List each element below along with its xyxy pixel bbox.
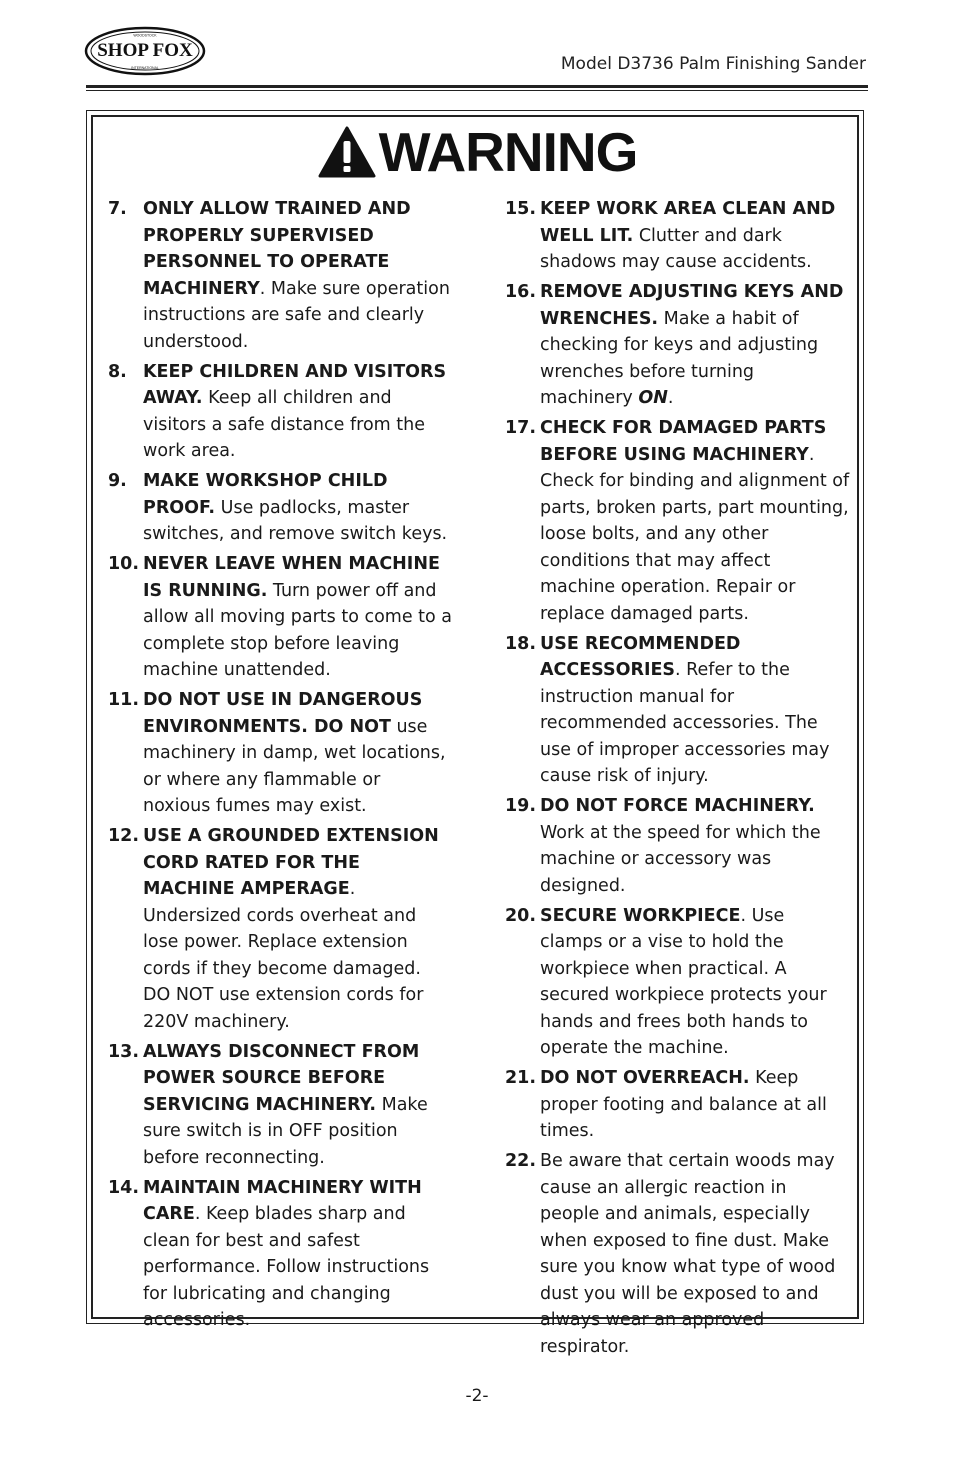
item-body: . Undersized cords overheat and lose power. Replace extension cords if they become damaged. DO NOT use extension cords for 220V machinery. <box>143 879 424 1032</box>
item-body: Keep all children and visitors a safe distance from the work area. <box>143 388 425 461</box>
header-rule <box>86 85 868 88</box>
warning-item <box>108 1175 453 1334</box>
item-emphasis: ON <box>638 388 668 408</box>
warning-header <box>0 121 954 183</box>
item-body: Keep proper footing and balance at all times. <box>540 1068 827 1141</box>
item-body: . Use clamps or a vise to hold the workpiece when practical. A secured workpiece protects your hands and frees both hands to operate the machine. <box>540 905 827 1058</box>
item-number: 17. <box>505 418 537 438</box>
item-number: 19. <box>505 796 537 816</box>
item-heading: KEEP CHILDREN AND VISITORS AWAY. <box>143 361 447 408</box>
page-number: -2- <box>465 1386 489 1406</box>
warning-item <box>505 903 850 1062</box>
item-number: 21. <box>505 1068 537 1088</box>
item-tail: . <box>667 388 674 408</box>
item-heading: CHECK FOR DAMAGED PARTS BEFORE USING MACHINERY <box>540 418 827 465</box>
item-body: . Check for binding and alignment of parts, broken parts, part mounting, loose bolts, and any other conditions that may affect machine operation. Repair or replace damaged parts. <box>540 444 850 624</box>
item-body: . Keep blades sharp and clean for best and safest performance. Follow instructions for lubricating and changing accessories. <box>143 1204 430 1330</box>
warning-item <box>505 415 850 627</box>
warning-item <box>505 1065 850 1145</box>
shop-fox-logo <box>84 26 206 76</box>
warning-item <box>505 196 850 276</box>
logo-text: SHOP FOX <box>97 40 193 61</box>
warning-item <box>108 468 453 548</box>
header-rule-thin <box>86 90 868 91</box>
warning-item <box>505 631 850 790</box>
item-heading: DO NOT FORCE MACHINERY. <box>540 796 815 816</box>
logo-subtext-top: WOODSTOCK <box>133 33 157 38</box>
warning-item <box>505 793 850 899</box>
warning-list-left <box>108 196 453 1337</box>
warning-item <box>108 196 453 355</box>
warning-item <box>108 823 453 1035</box>
item-body: Make sure switch is in OFF position before reconnecting. <box>143 1094 428 1168</box>
model-title: Model D3736 Palm Finishing Sander <box>560 54 866 74</box>
warning-item <box>108 687 453 820</box>
item-heading: NEVER LEAVE WHEN MACHINE IS RUNNING. <box>143 554 440 601</box>
item-heading: USE A GROUNDED EXTENSION CORD RATED FOR THE MACHINE AMPERAGE <box>143 826 439 899</box>
item-heading: KEEP WORK AREA CLEAN AND WELL LIT. <box>540 199 836 246</box>
item-body: use machinery in damp, wet locations, or where any flammable or noxious fumes may exist. <box>143 716 446 816</box>
item-number: 14. <box>108 1177 140 1198</box>
item-heading: MAKE WORKSHOP CHILD PROOF. <box>143 471 388 518</box>
item-number: 11. <box>108 690 140 710</box>
item-number: 12. <box>108 826 140 846</box>
item-body: . Refer to the instruction manual for recommended accessories. The use of improper accessories may cause risk of injury. <box>540 660 830 786</box>
warning-item <box>108 1039 453 1172</box>
item-heading: SECURE WORKPIECE <box>540 905 741 926</box>
item-number: 20. <box>505 905 537 926</box>
item-number: 16. <box>505 282 537 302</box>
item-body: Be aware that certain woods may cause an allergic reaction in people and animals, especially when exposed to fine dust. Make sure you know what type of wood dust you will be exposed to and always wear an approved respirator. <box>540 1151 836 1357</box>
item-body: Make a habit of checking for keys and adjusting wrenches before turning machinery <box>540 308 819 408</box>
warning-item <box>108 551 453 684</box>
item-number: 8. <box>108 361 127 382</box>
item-heading: ALWAYS DISCONNECT FROM POWER SOURCE BEFORE SERVICING MACHINERY. <box>143 1041 420 1115</box>
item-number: 10. <box>108 554 140 574</box>
item-body: Clutter and dark shadows may cause accidents. <box>540 225 812 272</box>
item-number: 9. <box>108 471 127 491</box>
item-heading: DO NOT USE IN DANGEROUS ENVIRONMENTS. DO NOT <box>143 690 423 737</box>
item-heading: ONLY ALLOW TRAINED AND PROPERLY SUPERVISED PERSONNEL TO OPERATE MACHINERY <box>143 199 411 299</box>
item-heading: MAINTAIN MACHINERY WITH CARE <box>143 1177 422 1224</box>
logo-subtext-bottom: INTERNATIONAL <box>131 66 159 70</box>
item-number: 22. <box>505 1151 537 1171</box>
item-number: 18. <box>505 633 537 654</box>
warning-item <box>505 1148 850 1360</box>
item-number: 7. <box>108 199 127 219</box>
item-number: 15. <box>505 199 537 219</box>
warning-title: WARNING <box>378 121 638 183</box>
warning-item <box>505 279 850 412</box>
item-body: . Make sure operation instructions are safe and clearly understood. <box>143 278 450 352</box>
item-heading: USE RECOMMENDED ACCESSORIES <box>540 633 741 680</box>
warning-item <box>108 359 453 465</box>
item-body: Work at the speed for which the machine or accessory was designed. <box>540 822 821 896</box>
warning-list-right <box>505 196 850 1364</box>
warning-triangle-icon <box>317 125 377 179</box>
item-heading: DO NOT OVERREACH. <box>540 1068 750 1088</box>
item-body: Turn power off and allow all moving parts to come to a complete stop before leaving machine unattended. <box>143 580 453 680</box>
item-number: 13. <box>108 1041 140 1062</box>
item-heading: REMOVE ADJUSTING KEYS AND WRENCHES. <box>540 282 844 329</box>
item-body: Use padlocks, master switches, and remove switch keys. <box>143 497 448 544</box>
